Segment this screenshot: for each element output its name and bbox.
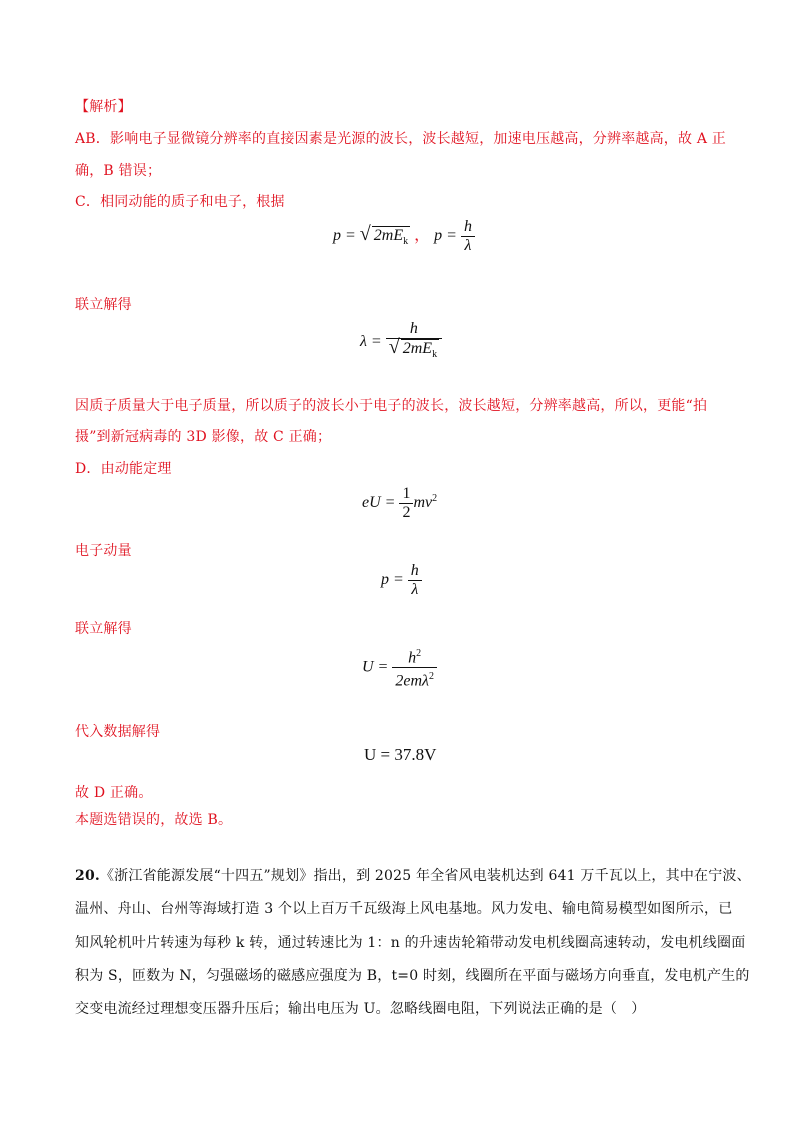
- sqrt-content: 2mE: [373, 226, 404, 244]
- frac4-den-exp: 2: [428, 671, 434, 683]
- sqrt-subscript: k: [403, 236, 409, 248]
- formula-separator: ，: [414, 227, 431, 245]
- frac4-den-text: 2emλ: [395, 672, 429, 690]
- formula-lambda: [360, 320, 442, 364]
- formula-p2-lhs: p =: [434, 227, 457, 245]
- frac-den-two: 2: [402, 504, 411, 521]
- frac4-num-exp: 2: [416, 648, 422, 659]
- substitute-label: 代入数据解得: [75, 724, 161, 740]
- frac2-den: √ $2mE_k$: [386, 339, 442, 364]
- joint-solve-1: 联立解得: [75, 297, 132, 313]
- frac-num-one: 1: [399, 485, 413, 504]
- formula-eu-lhs: eU =: [362, 494, 396, 512]
- q20-line-2: 温州、舟山、台州等海域打造 3 个以上百万千瓦级海上风电基地。风力发电、输电简易模型如图所示，已: [75, 901, 733, 917]
- frac-h-over-lambda: [461, 218, 475, 255]
- formula-u-lhs: U =: [362, 658, 389, 676]
- frac3-den-lambda: λ: [411, 581, 419, 598]
- formula-momentum-relations: [333, 218, 475, 255]
- formula-u-value: U = 37.8V: [364, 745, 437, 764]
- electron-momentum-label: 电子动量: [75, 543, 132, 559]
- q20-number: 20.: [75, 868, 100, 884]
- formula-lambda-lhs: λ =: [360, 332, 382, 350]
- frac-den-lambda: λ: [464, 237, 472, 254]
- c-paragraph-1: 因质子质量大于电子质量，所以质子的波长小于电子的波长，波长越短，分辨率越高，所以，更能“拍: [75, 398, 708, 414]
- d-intro: D．由动能定理: [75, 461, 172, 477]
- sqrt2-subscript: k: [432, 349, 438, 361]
- frac-one-half: [399, 485, 413, 522]
- sqrt-2mek: √ $2mE_k$: [359, 222, 409, 248]
- formula-p-lhs: p =: [333, 227, 356, 245]
- c-intro: C．相同动能的质子和电子，根据: [75, 194, 285, 210]
- d-result: 故 D 正确。: [75, 785, 153, 801]
- frac4-den: [392, 668, 437, 690]
- frac3-num-h: h: [408, 562, 422, 581]
- frac-h-over-lambda-2: [408, 562, 422, 599]
- conclusion: 本题选错误的，故选 B。: [75, 812, 233, 828]
- formula-mv: mv: [413, 494, 433, 512]
- formula-de-broglie: [381, 562, 422, 599]
- analysis-heading: 【解析】: [75, 99, 132, 115]
- frac4-num: [392, 645, 437, 668]
- ab-line-1: AB．影响电子显微镜分辨率的直接因素是光源的波长，波长越短，加速电压越高，分辨率越高，故 A 正: [75, 131, 727, 147]
- frac-voltage: [392, 645, 437, 691]
- q20-line-3: 知风轮机叶片转速为每秒 k 转，通过转速比为 1：n 的升速齿轮箱带动发电机线圈高速转动，发电机线圈面: [75, 935, 746, 951]
- q20-line-1: [75, 865, 751, 885]
- formula-mv-exp: 2: [432, 492, 438, 504]
- c-paragraph-2: 摄”到新冠病毒的 3D 影像，故 C 正确；: [75, 429, 332, 445]
- formula-p3-lhs: p =: [381, 571, 404, 589]
- formula-voltage: [362, 645, 437, 691]
- q20-line-5: 交变电流经过理想变压器升压后；输出电压为 U。忽略线圈电阻，下列说法正确的是（ ）: [75, 1001, 646, 1017]
- ab-line-2: 确，B 错误；: [75, 163, 162, 179]
- sqrt2-content: 2mE: [402, 340, 433, 357]
- frac4-num-h: h: [408, 649, 417, 667]
- frac-h-over-sqrt: [386, 320, 442, 364]
- q20-line-4: 积为 S，匝数为 N，匀强磁场的磁感应强度为 B，t=0 时刻，线圈所在平面与磁场方向垂直，发电机产生的: [75, 968, 750, 984]
- joint-solve-2: 联立解得: [75, 621, 132, 637]
- frac2-num-h: h: [386, 320, 442, 339]
- formula-energy-theorem: [362, 485, 437, 522]
- frac-num-h: h: [461, 218, 475, 237]
- q20-line-1-text: 《浙江省能源发展“十四五”规划》指出，到 2025 年全省风电装机达到 641 万千瓦以上，其中在宁波、: [99, 868, 751, 884]
